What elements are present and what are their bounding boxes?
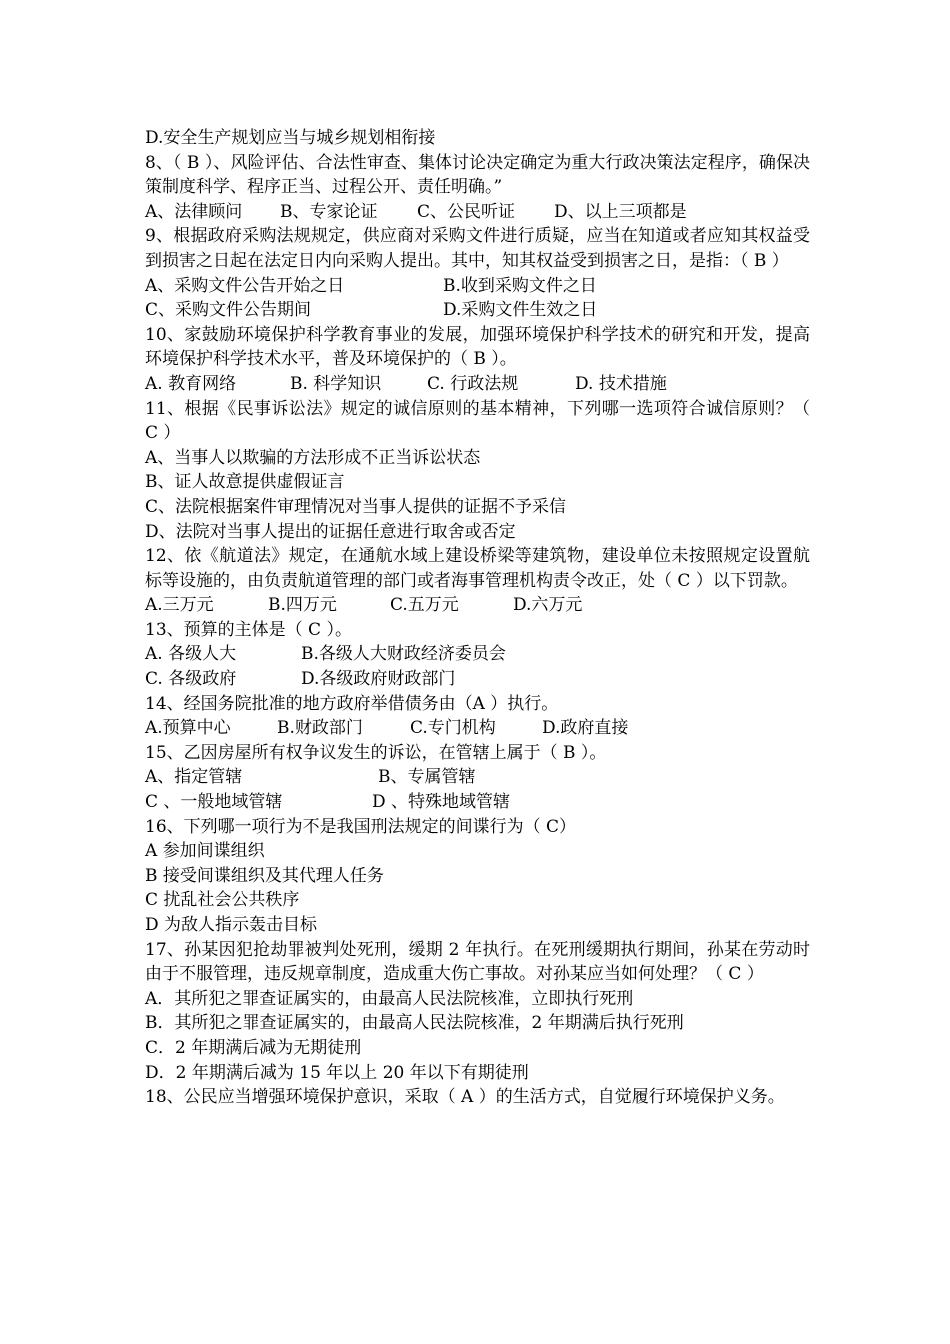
option-c: C.专门机构 — [410, 718, 496, 739]
question-11: 11、根据《民事诉讼法》规定的诚信原则的基本精神，下列哪一选项符合诚信原则？（ C ） — [145, 398, 810, 444]
option-a: A、采购文件公告开始之日 — [145, 275, 345, 296]
option-c: C. 行政法规 — [427, 373, 519, 394]
option-b: B、专属管辖 — [378, 767, 476, 788]
option-b: B.财政部门 — [277, 718, 363, 739]
question-12: 12、依《航道法》规定，在通航水域上建设桥梁等建筑物，建设单位未按照规定设置航标等设施的，由负责航道管理的部门或者海事管理机构责令改正，处（ C ）以下罚款。 — [145, 546, 810, 591]
option-d: D、以上三项都是 — [554, 201, 687, 222]
option-d: D.政府直接 — [542, 718, 629, 739]
question-12-options — [145, 593, 810, 618]
option-b: B.各级人大财政经济委员会 — [301, 644, 506, 665]
option-c: C. 各级政府 — [145, 669, 237, 690]
option-c: C、法院根据案件审理情况对当事人提供的证据不予采信 — [145, 496, 567, 517]
question-8-options — [145, 200, 810, 225]
option-d: D. 技术措施 — [575, 373, 667, 394]
question-15-options-row-1 — [145, 765, 810, 790]
option-c: C.五万元 — [390, 595, 459, 616]
question-13-options-row-1 — [145, 642, 810, 667]
question-9-options-row-1 — [145, 274, 810, 299]
option-d: D、法院对当事人提出的证据任意进行取舍或否定 — [145, 521, 516, 542]
option-a: A.三万元 — [145, 595, 214, 616]
question-17: 17、孙某因犯抢劫罪被判处死刑，缓期 2 年执行。在死刑缓期执行期间，孙某在劳动时由于不服管理，违反规章制度，造成重大伤亡事故。对孙某应当如何处理？（ C ） — [145, 939, 810, 985]
option-b: B.收到采购文件之日 — [443, 275, 597, 296]
option-a: A. 各级人大 — [145, 644, 237, 665]
option-a: A.预算中心 — [145, 718, 231, 739]
option-b: B、专家论证 — [280, 201, 378, 222]
question-9: 9、根据政府采购法规规定，供应商对采购文件进行质疑，应当在知道或者应知其权益受到损害之日起在法定日内向采购人提出。其中，知其权益受到损害之日，是指：（ B ） — [145, 226, 810, 271]
option-c: C 、一般地域管辖 — [145, 792, 283, 813]
option-a: A 参加间谍组织 — [145, 841, 265, 862]
option-c: C、公民听证 — [417, 201, 516, 222]
question-10-options — [145, 372, 810, 397]
question-16: 16、下列哪一项行为不是我国刑法规定的间谍行为（ C） — [145, 816, 577, 837]
question-14-options — [145, 716, 810, 741]
option-b: B．其所犯之罪查证属实的，由最高人民法院核准，2 年期满后执行死刑 — [145, 1013, 684, 1034]
option-b: B、证人故意提供虚假证言 — [145, 472, 345, 493]
option-a: A、法律顾问 — [145, 201, 243, 222]
option-a: A. 教育网络 — [145, 373, 237, 394]
option-d: D.六万元 — [513, 595, 583, 616]
option-a: A、指定管辖 — [145, 767, 243, 788]
option-b: B. 科学知识 — [290, 373, 382, 394]
option-b: B.四万元 — [268, 595, 337, 616]
option-c: C．2 年期满后减为无期徒刑 — [145, 1037, 362, 1058]
question-13-options-row-2 — [145, 667, 810, 692]
question-10: 10、家鼓励环境保护科学教育事业的发展，加强环境保护科学技术的研究和开发，提高环境保护科学技术水平，普及环境保护的（ B ）。 — [145, 324, 810, 370]
option-d: D.各级政府财政部门 — [301, 669, 456, 690]
option-a: A、当事人以欺骗的方法形成不正当诉讼状态 — [145, 447, 481, 468]
document-page — [145, 126, 810, 1110]
option-c: C、采购文件公告期间 — [145, 300, 312, 321]
question-18: 18、公民应当增强环境保护意识，采取（ A ）的生活方式，自觉履行环境保护义务。 — [145, 1087, 785, 1108]
option-d: D 为敌人指示轰击目标 — [145, 915, 318, 935]
option-a: A．其所犯之罪查证属实的，由最高人民法院核准，立即执行死刑 — [145, 988, 634, 1009]
question-8: 8、（ B ）、风险评估、合法性审查、集体讨论决定确定为重大行政决策法定程序，确保决策制度科学、程序正当、过程公开、责任明确。” — [145, 152, 810, 198]
question-15: 15、乙因房屋所有权争议发生的诉讼，在管辖上属于（ B ）。 — [145, 742, 607, 763]
option-d: D 、特殊地域管辖 — [372, 792, 511, 813]
option-d: D.采购文件生效之日 — [443, 300, 598, 321]
option-c: C 扰乱社会公共秩序 — [145, 890, 300, 911]
question-13: 13、预算的主体是（ C ）。 — [145, 619, 352, 640]
option-d: D．2 年期满后减为 15 年以上 20 年以下有期徒刑 — [145, 1062, 529, 1083]
question-14: 14、经国务院批准的地方政府举借债务由（A ）执行。 — [145, 693, 559, 714]
text-line: D.安全生产规划应当与城乡规划相衔接 — [145, 128, 436, 148]
question-15-options-row-2 — [145, 790, 810, 815]
option-b: B 接受间谍组织及其代理人任务 — [145, 865, 384, 886]
question-9-options-row-2 — [145, 298, 810, 323]
